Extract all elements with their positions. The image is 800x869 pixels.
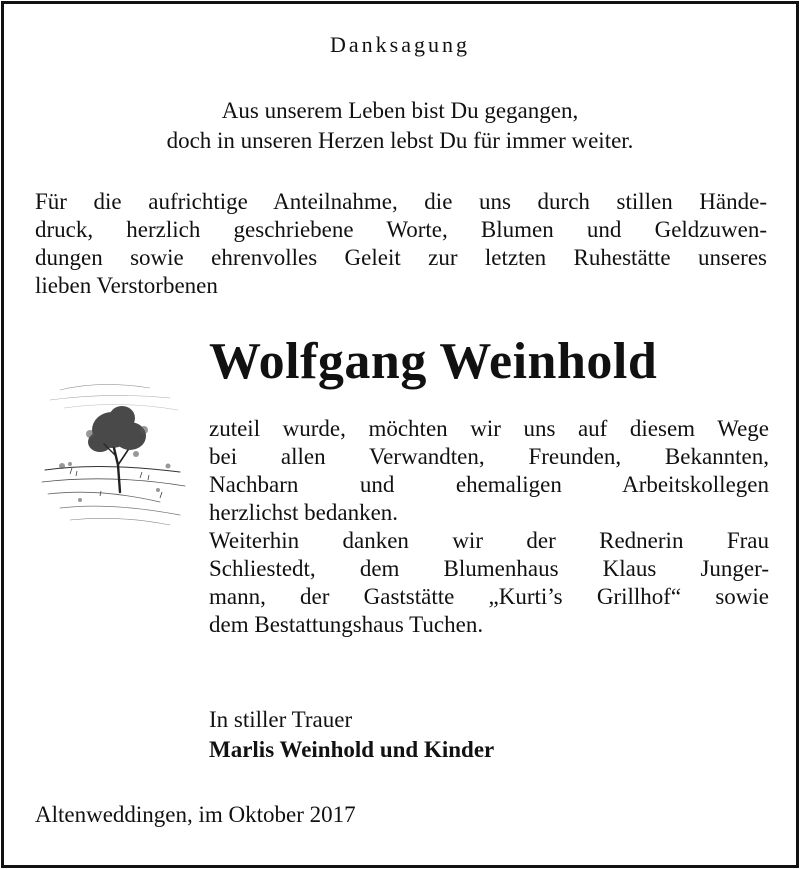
signature-block [209, 705, 769, 765]
body-line: dem Bestattungshaus Tuchen. [209, 612, 484, 637]
body-line: mann, der Gaststätte „Kurti’s Grillhof“ sowie [209, 584, 769, 609]
body-paragraph [209, 415, 769, 639]
family-names: Marlis Weinhold und Kinder [209, 737, 495, 762]
verse [0, 96, 800, 156]
body-line: zuteil wurde, möchten wir uns auf diesem Wege [209, 416, 769, 441]
intro-line: lieben Verstorbenen [35, 273, 218, 298]
place-and-date: Altenweddingen, im Oktober 2017 [35, 802, 356, 827]
mourning-phrase: In stiller Trauer [209, 707, 353, 732]
intro-paragraph [35, 188, 767, 300]
intro-line: druck, herzlich geschriebene Worte, Blumen und Geldzuwen- [35, 217, 767, 242]
body-line: Weiterhin danken wir der Rednerin Frau [209, 528, 769, 553]
body-line: herzlichst bedanken. [209, 500, 399, 525]
intro-line: Für die aufrichtige Anteilnahme, die uns durch stillen Hände- [35, 189, 767, 214]
intro-line: dungen sowie ehrenvolles Geleit zur letzten Ruhestätte unseres [35, 245, 767, 270]
body-line: Nachbarn und ehemaligen Arbeitskollegen [209, 472, 769, 497]
verse-line: doch in unseren Herzen lebst Du für immer weiter. [166, 128, 634, 153]
body-line: bei allen Verwandten, Freunden, Bekannten, [209, 444, 769, 469]
body-line: Schliestedt, dem Blumenhaus Klaus Junger- [209, 556, 769, 581]
tree-landscape-illustration [40, 370, 188, 530]
deceased-name: Wolfgang Weinhold [209, 333, 658, 390]
verse-line: Aus unserem Leben bist Du gegangen, [221, 98, 579, 123]
notice-heading: Danksagung [330, 32, 470, 57]
